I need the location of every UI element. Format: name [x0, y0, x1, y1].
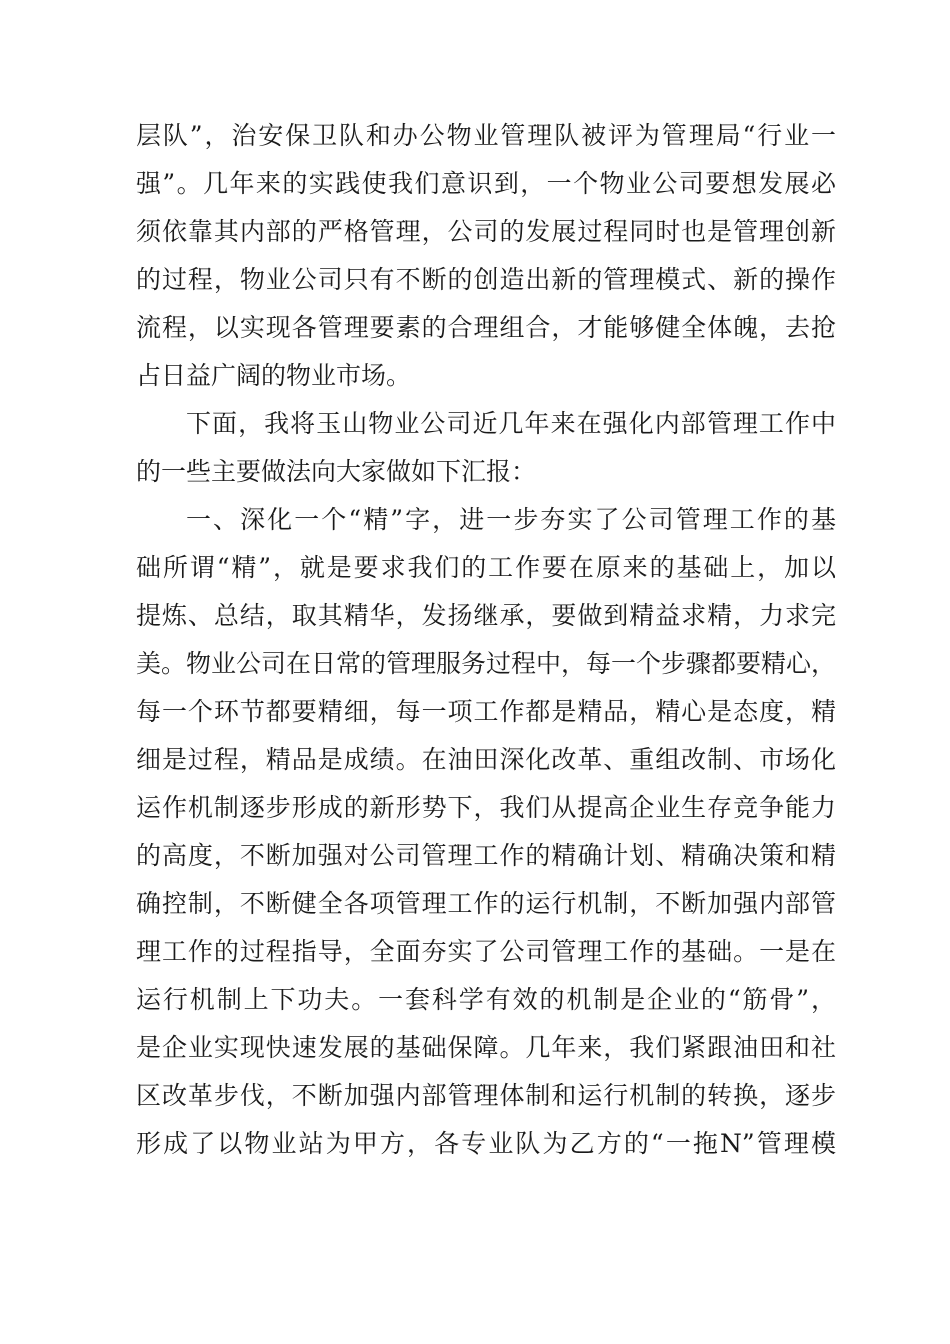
paragraph-3	[136, 496, 836, 1168]
paragraph-1	[136, 112, 836, 400]
text-line: 下面，我将玉山物业公司近几年来在强化内部管理工作中	[186, 409, 836, 438]
text-line: 美。物业公司在日常的管理服务过程中，每一个步骤都要精心，	[136, 649, 837, 678]
text-line: 理工作的过程指导，全面夯实了公司管理工作的基础。一是在	[136, 937, 836, 966]
text-line: 提炼、总结，取其精华，发扬继承，要做到精益求精，力求完	[136, 601, 836, 630]
text-line: 础所谓“精”，就是要求我们的工作要在原来的基础上，加以	[136, 553, 836, 582]
text-line: 一、深化一个“精”字，进一步夯实了公司管理工作的基	[186, 505, 836, 534]
text-line: 是企业实现快速发展的基础保障。几年来，我们紧跟油田和社	[136, 1033, 836, 1062]
text-line: 细是过程，精品是成绩。在油田深化改革、重组改制、市场化	[136, 745, 836, 774]
text-line: 强”。几年来的实践使我们意识到，一个物业公司要想发展必	[136, 169, 836, 198]
text-line: 占日益广阔的物业市场。	[136, 361, 412, 390]
text-line: 形成了以物业站为甲方，各专业队为乙方的“一拖N”管理模	[136, 1129, 836, 1158]
text-line: 区改革步伐，不断加强内部管理体制和运行机制的转换，逐步	[136, 1081, 836, 1110]
text-line: 流程，以实现各管理要素的合理组合，才能够健全体魄，去抢	[136, 313, 836, 342]
document-body	[136, 112, 836, 1168]
text-line: 确控制，不断健全各项管理工作的运行机制，不断加强内部管	[136, 889, 836, 918]
text-line: 须依靠其内部的严格管理，公司的发展过程同时也是管理创新	[136, 217, 836, 246]
text-line: 的过程，物业公司只有不断的创造出新的管理模式、新的操作	[136, 265, 836, 294]
text-line: 运作机制逐步形成的新形势下，我们从提高企业生存竞争能力	[136, 793, 836, 822]
text-line: 的一些主要做法向大家做如下汇报：	[136, 457, 537, 486]
text-line: 每一个环节都要精细，每一项工作都是精品，精心是态度，精	[136, 697, 836, 726]
paragraph-2	[136, 400, 836, 496]
text-line: 运行机制上下功夫。一套科学有效的机制是企业的“筋骨”，	[136, 985, 836, 1014]
text-line: 层队”，治安保卫队和办公物业管理队被评为管理局“行业一	[136, 121, 836, 150]
text-line: 的高度，不断加强对公司管理工作的精确计划、精确决策和精	[136, 841, 836, 870]
